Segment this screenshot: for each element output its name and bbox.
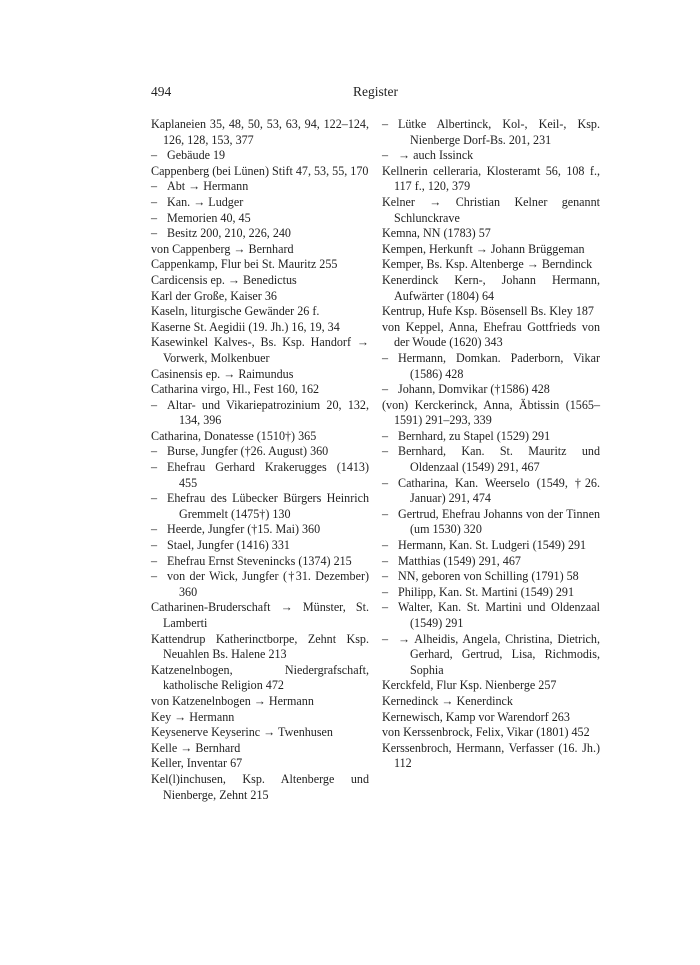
index-entry	[382, 195, 600, 226]
sub-entry-dash: –	[151, 179, 158, 194]
index-entry-text: Cappenberg (bei Lünen) Stift 47, 53, 55, 170	[151, 163, 369, 178]
index-entry	[382, 382, 600, 398]
index-entry	[151, 772, 369, 803]
index-entry	[151, 148, 369, 164]
index-entry-text: Kel(l)inchusen, Ksp. Altenberge und Nienberge, Zehnt 215	[151, 771, 369, 802]
index-entry	[382, 600, 600, 631]
index-entry-text: NN, geboren von Schilling (1791) 58	[398, 569, 579, 584]
index-entry-text: Hermann, Domkan. Paderborn, Vikar (1586) 428	[398, 350, 600, 381]
sub-entry-dash: –	[382, 117, 389, 131]
index-entry-text: Kaserne St. Aegidii (19. Jh.) 16, 19, 34	[151, 319, 340, 334]
index-entry-text: Gertrud, Ehefrau Johanns von der Tinnen (um 1530) 320	[398, 506, 600, 537]
sub-entry-dash: –	[151, 148, 158, 163]
index-entry	[151, 117, 369, 148]
index-entry	[382, 304, 600, 320]
index-entry-text: Keller, Inventar 67	[151, 756, 243, 771]
index-entry	[382, 444, 600, 475]
sub-entry-dash: –	[382, 444, 389, 459]
index-entry-text: Abt → Hermann	[167, 179, 249, 194]
index-entry	[151, 663, 369, 694]
index-entry-text: Gebäude 19	[167, 148, 226, 163]
index-entry-text: von Cappenberg → Bernhard	[151, 241, 294, 256]
index-entry-text: Johann, Domvikar (†1586) 428	[398, 382, 550, 397]
index-entry-text: Philipp, Kan. St. Martini (1549) 291	[398, 584, 575, 599]
sub-entry-dash: –	[151, 397, 158, 412]
sub-entry-dash: –	[382, 538, 389, 553]
index-entry-text: → Alheidis, Angela, Christina, Dietrich, Gerhard, Gertrud, Lisa, Richmodis, Sophia	[398, 631, 600, 677]
index-entry	[151, 725, 369, 741]
register-column-right	[382, 117, 600, 772]
index-entry	[382, 710, 600, 726]
index-entry	[151, 211, 369, 227]
index-entry-text: Karl der Große, Kaiser 36	[151, 288, 277, 303]
sub-entry-dash: –	[151, 569, 158, 584]
index-entry-text: Besitz 200, 210, 226, 240	[167, 226, 291, 241]
index-entry	[382, 398, 600, 429]
index-entry	[151, 538, 369, 554]
index-entry-text: Kerssenbroch, Hermann, Verfasser (16. Jh.) 112	[382, 740, 600, 771]
index-entry	[151, 335, 369, 366]
index-entry	[151, 569, 369, 600]
index-entry-text: Kernedinck → Kenerdinck	[382, 693, 513, 708]
index-entry	[151, 320, 369, 336]
index-entry	[382, 242, 600, 258]
sub-entry-dash: –	[151, 553, 158, 568]
sub-entry-dash: –	[151, 444, 158, 459]
index-entry	[151, 382, 369, 398]
index-entry	[382, 741, 600, 772]
sub-entry-dash: –	[382, 553, 389, 568]
index-entry	[151, 179, 369, 195]
index-entry-text: Cardicensis ep. → Benedictus	[151, 272, 297, 287]
page-header	[151, 84, 600, 104]
sub-entry-dash: –	[151, 491, 158, 506]
sub-entry-dash: –	[382, 350, 389, 365]
index-entry-text: von der Wick, Jungfer (†31. Dezember) 360	[167, 569, 369, 599]
index-entry-text: Kaplaneien 35, 48, 50, 53, 63, 94, 122–124, 126, 128, 153, 377	[151, 117, 369, 147]
index-entry	[151, 491, 369, 522]
sub-entry-dash: –	[151, 194, 158, 209]
sub-entry-dash: –	[151, 226, 158, 241]
index-entry	[382, 117, 600, 148]
index-entry-text: Burse, Jungfer (†26. August) 360	[167, 444, 329, 459]
index-entry	[382, 476, 600, 507]
index-entry-text: Walter, Kan. St. Martini und Oldenzaal (1549) 291	[398, 600, 600, 630]
index-entry	[382, 569, 600, 585]
index-entry-text: Catharina, Donatesse (1510†) 365	[151, 428, 317, 443]
index-entry-text: Kelner → Christian Kelner genannt Schlunckrave	[382, 194, 600, 225]
index-entry-text: Casinensis ep. → Raimundus	[151, 366, 294, 381]
index-entry-text: Katzenelnbogen, Niedergrafschaft, katholische Religion 472	[151, 662, 369, 693]
sub-entry-dash: –	[382, 584, 389, 599]
index-entry	[151, 694, 369, 710]
index-entry-text: Catharinen-Bruderschaft → Münster, St. Lamberti	[151, 600, 369, 630]
sub-entry-dash: –	[382, 506, 389, 521]
page-number: 494	[151, 84, 172, 99]
sub-entry-dash: –	[151, 522, 158, 537]
index-entry	[151, 600, 369, 631]
index-entry-text: von Katzenelnbogen → Hermann	[151, 693, 314, 708]
index-entry	[151, 367, 369, 383]
index-entry-text: Ehefrau Ernst Stevenincks (1374) 215	[167, 553, 352, 568]
register-column-left	[151, 117, 369, 803]
index-entry-text: Key → Hermann	[151, 709, 235, 724]
index-entry	[382, 585, 600, 601]
index-entry	[151, 289, 369, 305]
index-entry-text: Catharina virgo, Hl., Fest 160, 162	[151, 382, 320, 397]
index-entry	[382, 429, 600, 445]
index-entry-text: Kempen, Herkunft → Johann Brüggeman	[382, 241, 585, 256]
index-entry-text: Cappenkamp, Flur bei St. Mauritz 255	[151, 257, 338, 272]
index-entry-text: Memorien 40, 45	[167, 210, 251, 225]
index-entry-text: Matthias (1549) 291, 467	[398, 553, 521, 568]
index-entry	[382, 507, 600, 538]
sub-entry-dash: –	[151, 210, 158, 225]
index-entry	[382, 632, 600, 679]
index-entry-text: Catharina, Kan. Weerselo (1549, †26. Januar) 291, 474	[398, 475, 600, 506]
sub-entry-dash: –	[382, 600, 389, 615]
index-entry	[151, 460, 369, 491]
index-entry-text: Kan. → Ludger	[167, 194, 244, 209]
index-entry-text: Hermann, Kan. St. Ludgeri (1549) 291	[398, 538, 587, 553]
index-entry	[151, 257, 369, 273]
index-entry-text: Bernhard, zu Stapel (1529) 291	[398, 428, 551, 443]
index-entry	[382, 148, 600, 164]
index-entry	[382, 273, 600, 304]
index-entry	[151, 164, 369, 180]
index-entry-text: Stael, Jungfer (1416) 331	[167, 538, 290, 553]
index-entry-text: von Keppel, Anna, Ehefrau Gottfrieds von der Woude (1620) 343	[382, 319, 600, 350]
index-entry-text: Kernewisch, Kamp vor Warendorf 263	[382, 709, 570, 724]
index-entry	[382, 554, 600, 570]
sub-entry-dash: –	[382, 382, 389, 397]
index-entry	[382, 320, 600, 351]
index-entry	[151, 756, 369, 772]
index-entry-text: → auch Issinck	[398, 148, 474, 163]
index-entry-text: Kerckfeld, Flur Ksp. Nienberge 257	[382, 678, 557, 693]
index-entry	[382, 257, 600, 273]
index-entry	[151, 226, 369, 242]
index-entry-text: von Kerssenbrock, Felix, Vikar (1801) 452	[382, 725, 590, 740]
index-entry-text: (von) Kerckerinck, Anna, Äbtissin (1565–1591) 291–293, 339	[382, 397, 600, 428]
index-entry	[151, 398, 369, 429]
index-entry	[151, 632, 369, 663]
running-title: Register	[353, 84, 398, 99]
sub-entry-dash: –	[151, 460, 158, 475]
index-entry-text: Bernhard, Kan. St. Mauritz und Oldenzaal (1549) 291, 467	[398, 444, 600, 475]
sub-entry-dash: –	[151, 538, 158, 553]
index-entry	[151, 429, 369, 445]
index-entry-text: Kelle → Bernhard	[151, 740, 241, 755]
index-entry-text: Kasewinkel Kalves-, Bs. Ksp. Handorf → Vorwerk, Molkenbuer	[151, 335, 369, 365]
sub-entry-dash: –	[382, 148, 389, 163]
sub-entry-dash: –	[382, 475, 389, 490]
index-entry-text: Kenerdinck Kern-, Johann Hermann, Aufwärter (1804) 64	[382, 272, 600, 303]
index-entry-text: Kellnerin celleraria, Klosteramt 56, 108 f., 117 f., 120, 379	[382, 163, 600, 194]
sub-entry-dash: –	[382, 631, 389, 646]
index-entry	[151, 710, 369, 726]
index-entry-text: Kentrup, Hufe Ksp. Bösensell Bs. Kley 187	[382, 304, 594, 319]
index-entry-text: Kaseln, liturgische Gewänder 26 f.	[151, 304, 320, 319]
index-entry	[382, 694, 600, 710]
sub-entry-dash: –	[382, 428, 389, 443]
index-entry	[382, 725, 600, 741]
index-entry	[382, 164, 600, 195]
index-entry-text: Ehefrau Gerhard Krakerugges (1413) 455	[167, 460, 369, 490]
sub-entry-dash: –	[382, 569, 389, 584]
index-entry	[382, 678, 600, 694]
index-entry	[151, 554, 369, 570]
index-entry-text: Kattendrup Katherinctborpe, Zehnt Ksp. Neuahlen Bs. Halene 213	[151, 631, 369, 662]
index-entry	[151, 741, 369, 757]
index-entry	[151, 195, 369, 211]
index-entry-text: Kemna, NN (1783) 57	[382, 226, 491, 241]
index-entry-text: Keysenerve Keyserinc → Twenhusen	[151, 725, 333, 740]
index-entry-text: Kemper, Bs. Ksp. Altenberge → Berndinck	[382, 257, 593, 272]
index-entry-text: Ehefrau des Lübecker Bürgers Heinrich Gremmelt (1475†) 130	[167, 491, 369, 521]
index-entry-text: Lütke Albertinck, Kol-, Keil-, Ksp. Nienberge Dorf-Bs. 201, 231	[398, 117, 600, 147]
index-entry	[151, 304, 369, 320]
index-entry-text: Altar- und Vikariepatrozinium 20, 132, 134, 396	[167, 397, 369, 428]
index-entry	[151, 273, 369, 289]
index-entry	[382, 226, 600, 242]
index-entry	[382, 538, 600, 554]
index-entry-text: Heerde, Jungfer (†15. Mai) 360	[167, 522, 321, 537]
index-entry	[382, 351, 600, 382]
index-entry	[151, 444, 369, 460]
index-entry	[151, 522, 369, 538]
index-entry	[151, 242, 369, 258]
